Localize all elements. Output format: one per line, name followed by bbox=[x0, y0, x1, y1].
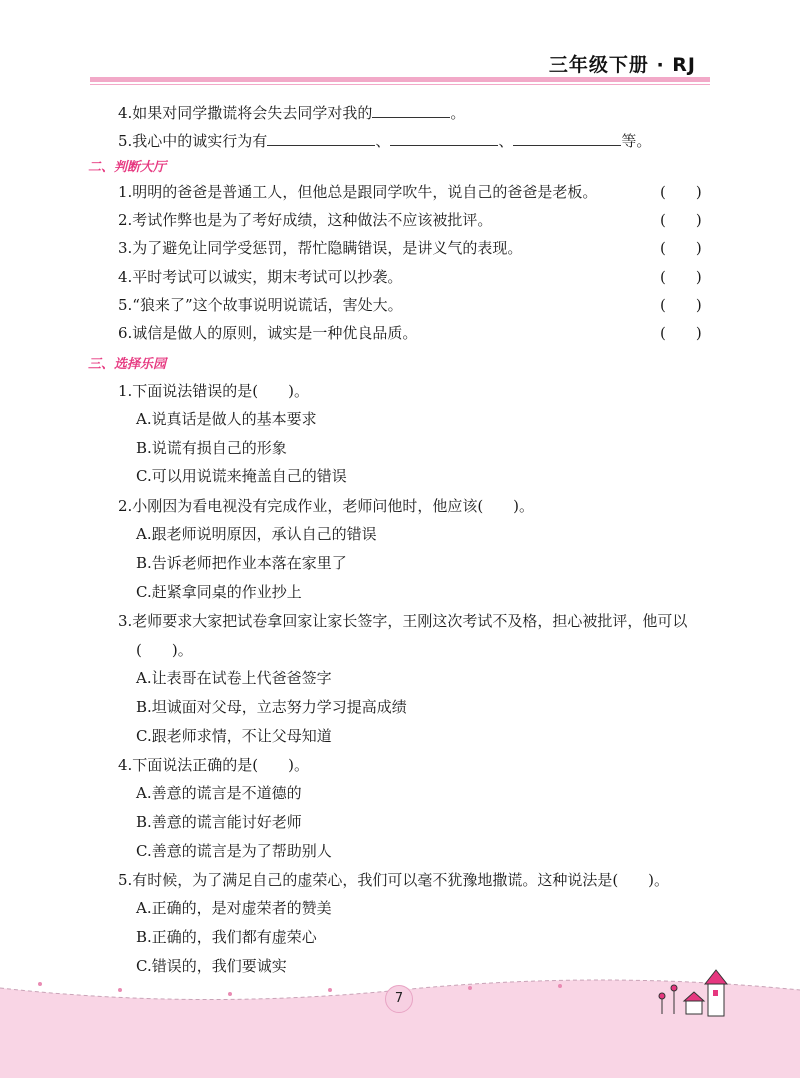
option[interactable]: C.可以用说谎来掩盖自己的错误 bbox=[136, 467, 347, 485]
answer-blank[interactable] bbox=[513, 131, 621, 146]
answer-blank[interactable] bbox=[267, 131, 375, 146]
option[interactable]: C.赶紧拿同桌的作业抄上 bbox=[136, 583, 302, 601]
question-3: 3.老师要求大家把试卷拿回家让家长签字，王刚这次考试不及格，担心被批评，他可以 bbox=[118, 612, 688, 630]
fill-item-4: 4.如果对同学撒谎将会失去同学对我的 。 bbox=[118, 104, 466, 122]
option[interactable]: A.正确的，是对虚荣者的赞美 bbox=[136, 899, 332, 917]
section-title-choice: 三、选择乐园 bbox=[88, 357, 167, 372]
grade-label: 三年级下册 · RJ bbox=[548, 54, 696, 76]
option[interactable]: B.正确的，我们都有虚荣心 bbox=[136, 928, 317, 946]
option[interactable]: A.善意的谎言是不道德的 bbox=[136, 784, 302, 802]
option[interactable]: B.告诉老师把作业本落在家里了 bbox=[136, 554, 347, 572]
judge-item: 5.“狼来了”这个故事说明说谎话，害处大。 bbox=[118, 296, 403, 314]
question-3-cont: ( )。 bbox=[136, 641, 193, 659]
judge-item: 4.平时考试可以诚实，期末考试可以抄袭。 bbox=[118, 268, 403, 286]
question-1: 1.下面说法错误的是( )。 bbox=[118, 382, 310, 400]
page-number: 7 bbox=[385, 985, 413, 1013]
option[interactable]: B.坦诚面对父母，立志努力学习提高成绩 bbox=[136, 698, 407, 716]
answer-paren[interactable]: ( ) bbox=[660, 268, 702, 286]
answer-paren[interactable]: ( ) bbox=[660, 211, 702, 229]
judge-item: 2.考试作弊也是为了考好成绩，这种做法不应该被批评。 bbox=[118, 211, 493, 229]
option[interactable]: C.错误的，我们要诚实 bbox=[136, 957, 287, 975]
option[interactable]: A.说真话是做人的基本要求 bbox=[136, 410, 317, 428]
answer-paren[interactable]: ( ) bbox=[660, 296, 702, 314]
footer-wave-decoration bbox=[0, 960, 800, 1078]
header-rule bbox=[90, 77, 710, 82]
option[interactable]: A.跟老师说明原因，承认自己的错误 bbox=[136, 525, 377, 543]
question-5: 5.有时候，为了满足自己的虚荣心，我们可以毫不犹豫地撒谎。这种说法是( )。 bbox=[118, 871, 670, 889]
header-rule-thin bbox=[90, 84, 710, 85]
question-4: 4.下面说法正确的是( )。 bbox=[118, 756, 310, 774]
answer-paren[interactable]: ( ) bbox=[660, 183, 702, 201]
option[interactable]: B.善意的谎言能讨好老师 bbox=[136, 813, 302, 831]
option[interactable]: B.说谎有损自己的形象 bbox=[136, 439, 287, 457]
section-title-judge: 二、判断大厅 bbox=[88, 160, 167, 175]
option[interactable]: A.让表哥在试卷上代爸爸签字 bbox=[136, 669, 332, 687]
lighthouse-icon bbox=[705, 970, 727, 1016]
option[interactable]: C.善意的谎言是为了帮助别人 bbox=[136, 842, 332, 860]
question-2: 2.小刚因为看电视没有完成作业，老师问他时，他应该( )。 bbox=[118, 497, 535, 515]
answer-blank[interactable] bbox=[390, 131, 498, 146]
option[interactable]: C.跟老师求情，不让父母知道 bbox=[136, 727, 332, 745]
judge-item: 1.明明的爸爸是普通工人，但他总是跟同学吹牛，说自己的爸爸是老板。 bbox=[118, 183, 598, 201]
answer-paren[interactable]: ( ) bbox=[660, 239, 702, 257]
judge-item: 3.为了避免让同学受惩罚，帮忙隐瞒错误，是讲义气的表现。 bbox=[118, 239, 523, 257]
answer-blank[interactable] bbox=[372, 103, 450, 118]
answer-paren[interactable]: ( ) bbox=[660, 324, 702, 342]
judge-item: 6.诚信是做人的原则，诚实是一种优良品质。 bbox=[118, 324, 418, 342]
fill-item-5: 5.我心中的诚实行为有 、 、 等。 bbox=[118, 132, 652, 150]
